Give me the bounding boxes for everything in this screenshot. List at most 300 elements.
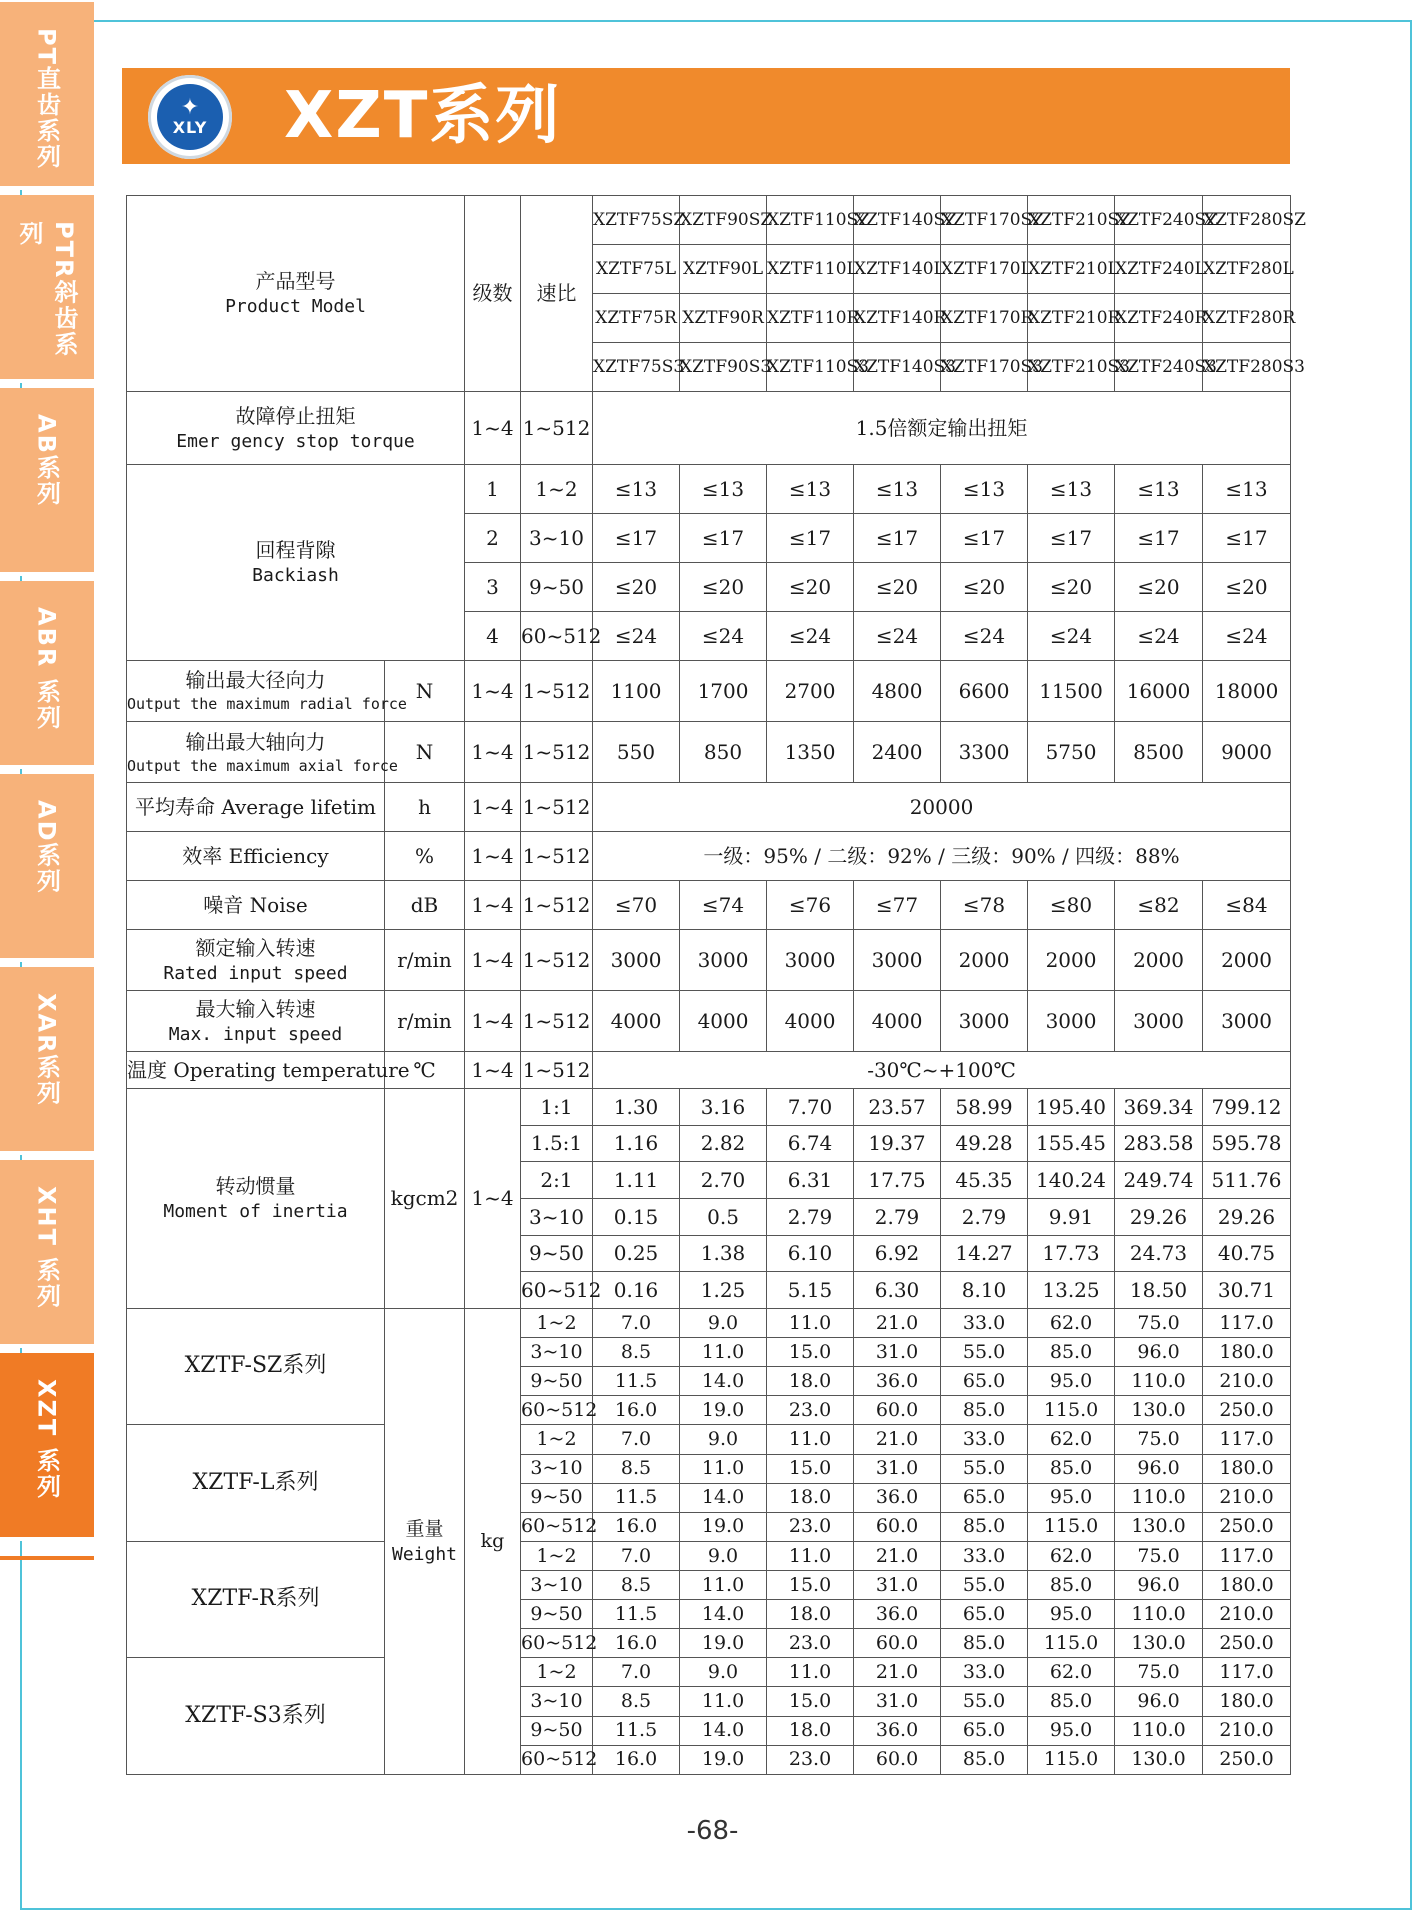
spec-table <box>126 195 1306 1775</box>
value-cell: 19.0 <box>680 1629 767 1658</box>
value-cell: 40.75 <box>1203 1235 1291 1272</box>
table-cell: 1~512 <box>521 832 593 881</box>
model-cell: XZTF90R <box>680 293 767 342</box>
value-cell: 2000 <box>1028 929 1115 990</box>
model-cell: XZTF170S3 <box>941 342 1028 391</box>
value-cell: ≤70 <box>593 880 680 929</box>
value-cell: 250.0 <box>1203 1629 1291 1658</box>
value-cell: 249.74 <box>1115 1162 1203 1199</box>
table-cell: 1~4 <box>465 880 521 929</box>
value-cell: 110.0 <box>1115 1483 1203 1512</box>
table-cell: 1.5:1 <box>521 1125 593 1162</box>
table-cell: 60~512 <box>521 1629 593 1658</box>
value-cell: 110.0 <box>1115 1367 1203 1396</box>
value-cell: 7.0 <box>593 1425 680 1454</box>
table-cell: 3~10 <box>521 1338 593 1367</box>
label-en: Rated input speed <box>163 962 348 984</box>
value-cell: 7.0 <box>593 1658 680 1687</box>
value-cell: ≤24 <box>1203 611 1291 660</box>
value-cell: 9000 <box>1203 721 1291 782</box>
temperature-label: 温度 Operating temperature <box>127 1052 385 1089</box>
value-cell: 15.0 <box>767 1570 854 1599</box>
value-cell: ≤24 <box>680 611 767 660</box>
value-cell: 30.71 <box>1203 1272 1291 1309</box>
side-tab-7[interactable] <box>0 1353 94 1541</box>
label-cn: 产品型号 <box>255 269 336 294</box>
table-row <box>127 783 1291 832</box>
value-cell: 11.0 <box>767 1308 854 1337</box>
value-cell: ≤24 <box>1028 611 1115 660</box>
value-cell: 11.0 <box>680 1338 767 1367</box>
table-cell: 60~512 <box>521 1512 593 1541</box>
table-cell: 3~10 <box>521 1687 593 1716</box>
value-cell: 21.0 <box>854 1541 941 1570</box>
side-nav <box>0 0 94 1560</box>
value-cell: 550 <box>593 721 680 782</box>
value-cell: 23.0 <box>767 1512 854 1541</box>
axial-force-label <box>127 721 398 782</box>
value-cell: 65.0 <box>941 1483 1028 1512</box>
value-cell: 60.0 <box>854 1745 941 1774</box>
value-cell: ≤24 <box>854 611 941 660</box>
value-cell: 85.0 <box>1028 1570 1115 1599</box>
value-cell: 283.58 <box>1115 1125 1203 1162</box>
value-cell: ≤24 <box>941 611 1028 660</box>
side-tab-4[interactable] <box>0 774 94 962</box>
table-cell: 1~4 <box>465 832 521 881</box>
value-cell: ≤13 <box>593 465 680 514</box>
value-cell: 11.0 <box>680 1454 767 1483</box>
value-cell: 8.10 <box>941 1272 1028 1309</box>
model-cell: XZTF170R <box>941 293 1028 342</box>
model-cell: XZTF75S3 <box>593 342 680 391</box>
table-cell: 9~50 <box>521 1716 593 1745</box>
value-cell: 49.28 <box>941 1125 1028 1162</box>
value-cell: ≤20 <box>1203 562 1291 611</box>
model-cell: XZTF75R <box>593 293 680 342</box>
value-cell: 18.50 <box>1115 1272 1203 1309</box>
value-cell: 7.70 <box>767 1088 854 1125</box>
value-cell: ≤13 <box>680 465 767 514</box>
series-label: XZTF-R系列 <box>127 1541 385 1657</box>
value-cell: ≤17 <box>680 514 767 563</box>
value-cell: 62.0 <box>1028 1308 1115 1337</box>
value-cell: 18000 <box>1203 660 1291 721</box>
page-title: XZT系列 <box>284 79 562 153</box>
side-tab-3[interactable] <box>0 581 94 769</box>
value-cell: 3000 <box>1028 991 1115 1052</box>
value-cell: 95.0 <box>1028 1483 1115 1512</box>
value-cell: 4800 <box>854 660 941 721</box>
value-cell: 95.0 <box>1028 1600 1115 1629</box>
value-cell: 8.5 <box>593 1570 680 1599</box>
value-cell: 4000 <box>680 991 767 1052</box>
value-cell: 15.0 <box>767 1338 854 1367</box>
table-cell: 1~4 <box>465 721 521 782</box>
value-cell: 1.25 <box>680 1272 767 1309</box>
model-cell: XZTF90S3 <box>680 342 767 391</box>
value-cell: ≤13 <box>854 465 941 514</box>
value-cell: 33.0 <box>941 1308 1028 1337</box>
value-cell: 4000 <box>767 991 854 1052</box>
table-cell: 60~512 <box>521 1396 593 1425</box>
label-en: Emer gency stop torque <box>176 430 415 452</box>
table-cell: r/min <box>385 929 465 990</box>
value-cell: ≤17 <box>854 514 941 563</box>
value-cell: 21.0 <box>854 1658 941 1687</box>
value-cell: 1700 <box>680 660 767 721</box>
value-cell: 4000 <box>854 991 941 1052</box>
value-cell: 31.0 <box>854 1687 941 1716</box>
table-cell: 1~512 <box>521 929 593 990</box>
value-cell: 58.99 <box>941 1088 1028 1125</box>
value-cell: 595.78 <box>1203 1125 1291 1162</box>
table-cell: 60~512 <box>521 1745 593 1774</box>
side-tab-5[interactable] <box>0 967 94 1155</box>
table-cell: 9~50 <box>521 1367 593 1396</box>
table-cell: 4 <box>465 611 521 660</box>
table-cell: 1~4 <box>465 1088 521 1308</box>
value-cell: 210.0 <box>1203 1600 1291 1629</box>
table-cell: 1~4 <box>465 783 521 832</box>
value-cell: 3000 <box>767 929 854 990</box>
value-cell: ≤84 <box>1203 880 1291 929</box>
value-cell: 75.0 <box>1115 1308 1203 1337</box>
model-cell: XZTF140S3 <box>854 342 941 391</box>
model-cell: XZTF75SZ <box>593 196 680 245</box>
model-cell: XZTF170SZ <box>941 196 1028 245</box>
value-cell: 16.0 <box>593 1512 680 1541</box>
value-cell: ≤78 <box>941 880 1028 929</box>
table-cell: 1~512 <box>521 391 593 464</box>
value-cell: 3000 <box>680 929 767 990</box>
label-cn: 回程背隙 <box>255 538 336 563</box>
value-cell: 15.0 <box>767 1687 854 1716</box>
value-cell: 0.25 <box>593 1235 680 1272</box>
value-cell: 511.76 <box>1203 1162 1291 1199</box>
value-cell: 14.0 <box>680 1716 767 1745</box>
value-cell: 11.5 <box>593 1367 680 1396</box>
value-cell: ≤13 <box>1203 465 1291 514</box>
value-cell: 36.0 <box>854 1367 941 1396</box>
table-cell: dB <box>385 880 465 929</box>
value-cell: 4000 <box>593 991 680 1052</box>
table-cell: 9~50 <box>521 562 593 611</box>
value-cell: 29.26 <box>1115 1198 1203 1235</box>
table-row <box>127 1088 1291 1125</box>
value-cell: 0.16 <box>593 1272 680 1309</box>
value-cell: 19.0 <box>680 1512 767 1541</box>
value-cell: 96.0 <box>1115 1338 1203 1367</box>
value-cell: 36.0 <box>854 1716 941 1745</box>
value-cell: ≤13 <box>1028 465 1115 514</box>
temperature-value: -30℃~+100℃ <box>593 1052 1291 1089</box>
side-tab-label: XHT 系列 <box>32 1186 61 1310</box>
table-cell: 1~4 <box>465 391 521 464</box>
value-cell: 31.0 <box>854 1570 941 1599</box>
value-cell: 3000 <box>1115 991 1203 1052</box>
emergency-stop-label <box>127 391 465 464</box>
value-cell: 2.79 <box>854 1198 941 1235</box>
value-cell: 33.0 <box>941 1425 1028 1454</box>
table-cell: 9~50 <box>521 1600 593 1629</box>
value-cell: 115.0 <box>1028 1629 1115 1658</box>
ratio-header: 速比 <box>521 196 593 392</box>
value-cell: 23.57 <box>854 1088 941 1125</box>
model-cell: XZTF240R <box>1115 293 1203 342</box>
side-tab-2[interactable] <box>0 388 94 576</box>
value-cell: ≤20 <box>941 562 1028 611</box>
value-cell: 31.0 <box>854 1338 941 1367</box>
table-cell: 1~512 <box>521 991 593 1052</box>
value-cell: 16.0 <box>593 1745 680 1774</box>
table-cell: % <box>385 832 465 881</box>
value-cell: 0.15 <box>593 1198 680 1235</box>
value-cell: 8.5 <box>593 1338 680 1367</box>
label-cn: 输出最大径向力 <box>185 668 326 693</box>
model-cell: XZTF240L <box>1115 244 1203 293</box>
table-row <box>127 465 1291 514</box>
value-cell: 60.0 <box>854 1512 941 1541</box>
value-cell: 3000 <box>1203 991 1291 1052</box>
model-cell: XZTF110L <box>767 244 854 293</box>
weight-unit: kg <box>465 1308 521 1774</box>
model-cell: XZTF75L <box>593 244 680 293</box>
model-cell: XZTF140L <box>854 244 941 293</box>
table-cell: N <box>385 721 465 782</box>
table-cell: N <box>385 660 465 721</box>
value-cell: 130.0 <box>1115 1396 1203 1425</box>
value-cell: 14.27 <box>941 1235 1028 1272</box>
table-row <box>127 880 1291 929</box>
value-cell: 24.73 <box>1115 1235 1203 1272</box>
value-cell: 3300 <box>941 721 1028 782</box>
emergency-stop-value: 1.5倍额定输出扭矩 <box>593 391 1291 464</box>
table-cell: 1~4 <box>465 660 521 721</box>
value-cell: ≤13 <box>1115 465 1203 514</box>
side-tab-6[interactable] <box>0 1160 94 1348</box>
value-cell: 799.12 <box>1203 1088 1291 1125</box>
table-cell: ℃ <box>385 1052 465 1089</box>
value-cell: ≤17 <box>1115 514 1203 563</box>
efficiency-value: 一级：95% / 二级：92% / 三级：90% / 四级：88% <box>593 832 1291 881</box>
value-cell: 117.0 <box>1203 1541 1291 1570</box>
value-cell: 210.0 <box>1203 1367 1291 1396</box>
value-cell: 3000 <box>941 991 1028 1052</box>
value-cell: 14.0 <box>680 1483 767 1512</box>
model-cell: XZTF280S3 <box>1203 342 1291 391</box>
value-cell: 110.0 <box>1115 1716 1203 1745</box>
weight-label <box>385 1308 465 1774</box>
series-label: XZTF-SZ系列 <box>127 1308 385 1424</box>
value-cell: ≤17 <box>1203 514 1291 563</box>
value-cell: 85.0 <box>1028 1687 1115 1716</box>
value-cell: 195.40 <box>1028 1088 1115 1125</box>
value-cell: ≤74 <box>680 880 767 929</box>
table-row <box>127 196 1291 245</box>
side-tab-label: PTR斜齿系列 <box>15 221 78 358</box>
model-cell: XZTF280L <box>1203 244 1291 293</box>
label-en: Max. input speed <box>168 1023 343 1045</box>
inertia-label <box>127 1088 385 1308</box>
value-cell: 1100 <box>593 660 680 721</box>
value-cell: 16.0 <box>593 1629 680 1658</box>
value-cell: ≤20 <box>1028 562 1115 611</box>
table-cell: 9~50 <box>521 1483 593 1512</box>
model-cell: XZTF90L <box>680 244 767 293</box>
side-tab-label: XAR系列 <box>32 993 61 1107</box>
noise-label: 噪音 Noise <box>127 880 385 929</box>
value-cell: 2400 <box>854 721 941 782</box>
label-en: Backiash <box>252 565 339 587</box>
value-cell: 16000 <box>1115 660 1203 721</box>
value-cell: 85.0 <box>1028 1338 1115 1367</box>
side-tab-label: XZT 系列 <box>32 1379 61 1500</box>
value-cell: 9.0 <box>680 1425 767 1454</box>
value-cell: 6.10 <box>767 1235 854 1272</box>
value-cell: 8.5 <box>593 1454 680 1483</box>
value-cell: 210.0 <box>1203 1483 1291 1512</box>
value-cell: 55.0 <box>941 1454 1028 1483</box>
table-row <box>127 832 1291 881</box>
value-cell: 33.0 <box>941 1541 1028 1570</box>
model-cell: XZTF210S3 <box>1028 342 1115 391</box>
value-cell: 14.0 <box>680 1600 767 1629</box>
value-cell: 45.35 <box>941 1162 1028 1199</box>
label-en: Weight <box>391 1543 458 1565</box>
value-cell: 75.0 <box>1115 1425 1203 1454</box>
lifetime-label: 平均寿命 Average lifetim <box>127 783 385 832</box>
value-cell: 11.5 <box>593 1600 680 1629</box>
value-cell: 155.45 <box>1028 1125 1115 1162</box>
value-cell: 1.30 <box>593 1088 680 1125</box>
label-cn: 转动惯量 <box>215 1174 296 1199</box>
value-cell: 18.0 <box>767 1716 854 1745</box>
value-cell: ≤20 <box>593 562 680 611</box>
table-cell: 1~2 <box>521 1308 593 1337</box>
value-cell: 6.92 <box>854 1235 941 1272</box>
value-cell: 95.0 <box>1028 1367 1115 1396</box>
value-cell: ≤13 <box>767 465 854 514</box>
value-cell: 21.0 <box>854 1425 941 1454</box>
value-cell: 6.30 <box>854 1272 941 1309</box>
value-cell: 110.0 <box>1115 1600 1203 1629</box>
value-cell: 8500 <box>1115 721 1203 782</box>
value-cell: 11.0 <box>680 1570 767 1599</box>
label-en: Product Model <box>225 296 366 318</box>
value-cell: 18.0 <box>767 1367 854 1396</box>
value-cell: 3.16 <box>680 1088 767 1125</box>
table-cell: 1~4 <box>465 1052 521 1089</box>
value-cell: 117.0 <box>1203 1308 1291 1337</box>
value-cell: 65.0 <box>941 1367 1028 1396</box>
rated-speed-label <box>127 929 385 990</box>
backlash-label <box>127 465 465 661</box>
side-tab-0[interactable] <box>0 2 94 190</box>
value-cell: ≤77 <box>854 880 941 929</box>
value-cell: ≤76 <box>767 880 854 929</box>
value-cell: 96.0 <box>1115 1570 1203 1599</box>
radial-force-label <box>127 660 407 721</box>
value-cell: 6.31 <box>767 1162 854 1199</box>
label-cn: 重量 <box>405 1517 444 1540</box>
value-cell: 60.0 <box>854 1396 941 1425</box>
value-cell: ≤80 <box>1028 880 1115 929</box>
table-cell: 1~512 <box>521 721 593 782</box>
value-cell: ≤20 <box>1115 562 1203 611</box>
value-cell: 9.91 <box>1028 1198 1115 1235</box>
value-cell: 65.0 <box>941 1600 1028 1629</box>
table-cell: 2 <box>465 514 521 563</box>
value-cell: 1.38 <box>680 1235 767 1272</box>
label-cn: 输出最大轴向力 <box>185 729 326 754</box>
value-cell: 250.0 <box>1203 1745 1291 1774</box>
model-cell: XZTF170L <box>941 244 1028 293</box>
value-cell: 55.0 <box>941 1570 1028 1599</box>
table-row <box>127 1052 1291 1089</box>
label-cn: 最大输入转速 <box>195 996 316 1021</box>
side-tab-1[interactable] <box>0 195 94 383</box>
value-cell: 21.0 <box>854 1308 941 1337</box>
model-cell: XZTF210R <box>1028 293 1115 342</box>
side-tab-label: AB系列 <box>32 414 61 507</box>
table-row <box>127 1425 1291 1454</box>
value-cell: ≤82 <box>1115 880 1203 929</box>
value-cell: 115.0 <box>1028 1512 1115 1541</box>
model-cell: XZTF210L <box>1028 244 1115 293</box>
table-cell: kgcm2 <box>385 1088 465 1308</box>
value-cell: 115.0 <box>1028 1745 1115 1774</box>
value-cell: 33.0 <box>941 1658 1028 1687</box>
model-cell: XZTF210SZ <box>1028 196 1115 245</box>
model-cell: XZTF110S3 <box>767 342 854 391</box>
value-cell: 23.0 <box>767 1396 854 1425</box>
value-cell: 62.0 <box>1028 1425 1115 1454</box>
lifetime-value: 20000 <box>593 783 1291 832</box>
value-cell: 85.0 <box>941 1512 1028 1541</box>
page-number: -68- <box>686 1816 739 1846</box>
side-tab-label: PT直齿系列 <box>32 28 61 170</box>
value-cell: 130.0 <box>1115 1629 1203 1658</box>
value-cell: 55.0 <box>941 1687 1028 1716</box>
table-cell: 1:1 <box>521 1088 593 1125</box>
label-cn: 额定输入转速 <box>195 935 316 960</box>
stages-header: 级数 <box>465 196 521 392</box>
value-cell: 19.37 <box>854 1125 941 1162</box>
header-banner <box>122 68 1290 164</box>
model-cell: XZTF240SZ <box>1115 196 1203 245</box>
model-cell: XZTF90SZ <box>680 196 767 245</box>
star-icon: ✦ <box>180 94 200 120</box>
value-cell: ≤13 <box>941 465 1028 514</box>
value-cell: 11.0 <box>767 1658 854 1687</box>
table-cell: 1~2 <box>521 465 593 514</box>
model-cell: XZTF280SZ <box>1203 196 1291 245</box>
table-cell: 3~10 <box>521 1570 593 1599</box>
table-row <box>127 660 1291 721</box>
value-cell: 29.26 <box>1203 1198 1291 1235</box>
table-cell: 1 <box>465 465 521 514</box>
table-cell: 1~512 <box>521 880 593 929</box>
value-cell: 17.73 <box>1028 1235 1115 1272</box>
value-cell: 17.75 <box>854 1162 941 1199</box>
side-tab-label: ABR 系列 <box>32 607 61 731</box>
value-cell: ≤24 <box>1115 611 1203 660</box>
value-cell: 11.5 <box>593 1483 680 1512</box>
value-cell: 5.15 <box>767 1272 854 1309</box>
value-cell: 3000 <box>593 929 680 990</box>
table-cell: 2:1 <box>521 1162 593 1199</box>
